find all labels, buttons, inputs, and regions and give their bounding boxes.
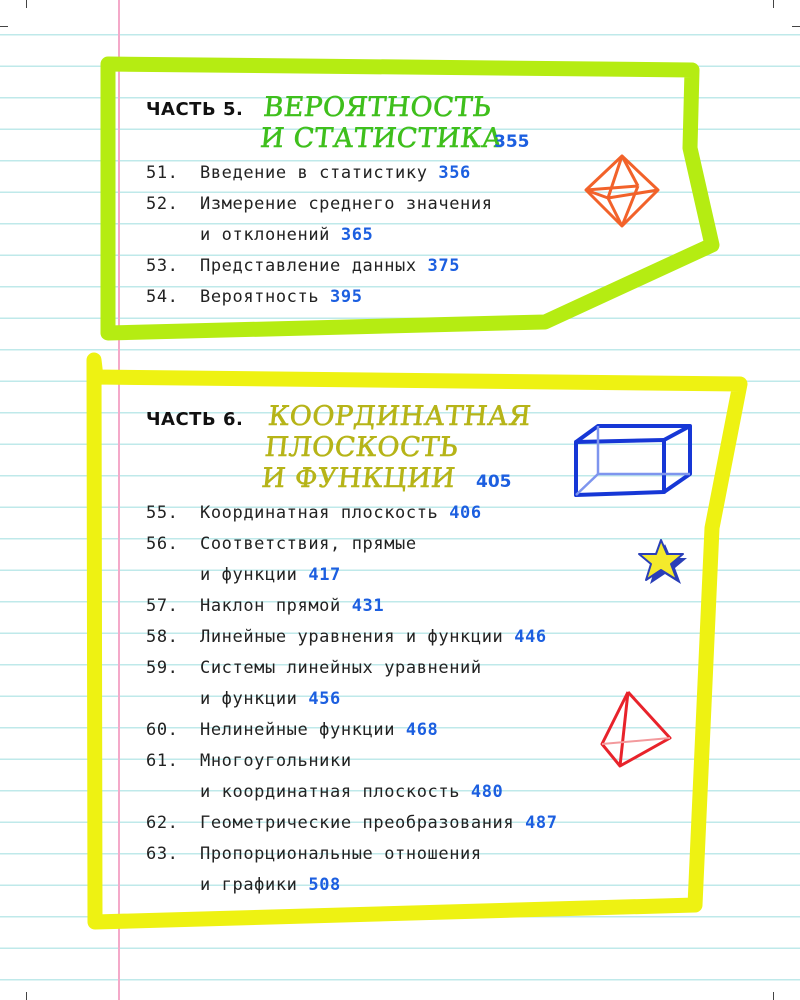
toc-item-59[interactable]: 59. Системы линейных уравнений и функции 456 [146,658,482,709]
toc-item-56[interactable]: 56. Соответствия, прямые и функции 417 [146,534,417,585]
toc-item-54[interactable]: 54. Вероятность 395 [146,287,363,307]
part6-title-line2: ПЛОСКОСТЬ [263,432,460,463]
toc-item-55[interactable]: 55. Координатная плоскость 406 [146,503,482,523]
toc-item-62[interactable]: 62. Геометрические преобразования 487 [146,813,558,833]
part5-title-line2: И СТАТИСТИКА [258,123,505,154]
part6-title-line3: И ФУНКЦИИ [260,463,458,494]
star-icon [636,537,692,587]
toc-item-57[interactable]: 57. Наклон прямой 431 [146,596,385,616]
toc-item-53[interactable]: 53. Представление данных 375 [146,256,461,276]
part5-page[interactable]: 355 [494,132,530,152]
part6-page[interactable]: 405 [476,472,512,492]
octahedron-icon [580,150,664,234]
toc-item-63[interactable]: 63. Пропорциональные отношения и графики 508 [146,844,482,895]
toc-item-61[interactable]: 61. Многоугольники и координатная плоскость 480 [146,751,504,802]
toc-item-60[interactable]: 60. Нелинейные функции 468 [146,720,439,740]
part5-title [259,92,508,154]
part5-chapter-list [146,158,493,313]
toc-item-58[interactable]: 58. Линейные уравнения и функции 446 [146,627,547,647]
toc-item-52[interactable]: 52. Измерение среднего значения и отклонений 365 [146,194,493,245]
part5-title-line1: ВЕРОЯТНОСТЬ [262,92,493,123]
toc-item-51[interactable]: 51. Введение в статистику 356 [146,163,471,183]
part6-chapter-list [146,498,558,901]
cuboid-icon [568,420,698,500]
part6-title-line1: КООРДИНАТНАЯ [266,401,533,432]
part5-label: ЧАСТЬ 5. [146,99,244,120]
part6-label: ЧАСТЬ 6. [146,409,244,430]
pyramid-icon [596,688,676,770]
